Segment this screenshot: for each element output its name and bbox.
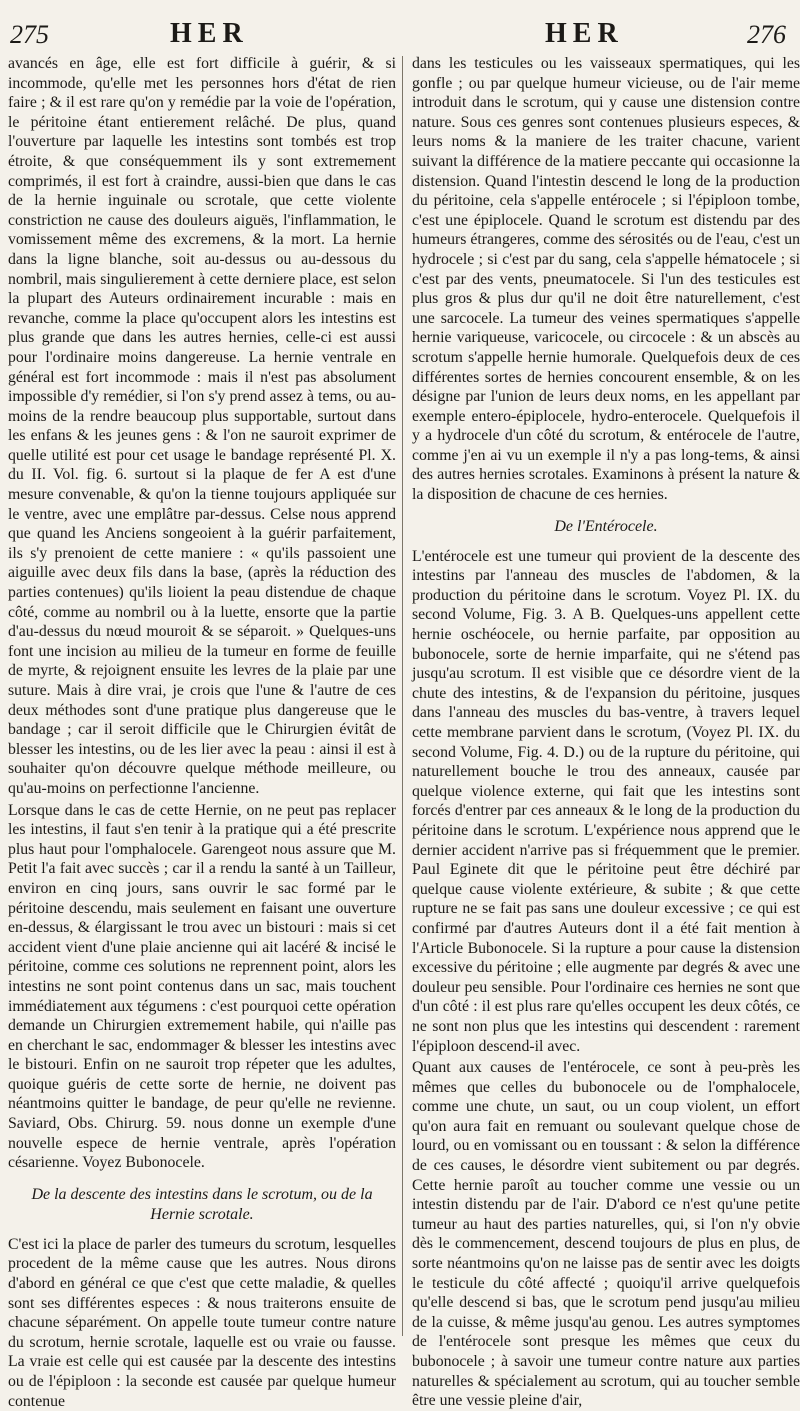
left-paragraph-2: Lorsque dans le cas de cette Hernie, on ne peut pas replacer les intestins, il faut s'en tenir à la pratique qui a été prescrite plus haut pour l'omphalocele. Garengeot nous assure que M. Petit l'a fait avec succès ; car il a rendu la santé à un Tailleur, environ en cinq jours, sans ouvrir le sac formé par le péritoine descendu, mais seulement en faisant une ouverture en-dessus, & élargissant le trou avec un bistouri : mais si cet accident vient d'une plaie ancienne qui ait lacéré & incisé le péritoine, comme ces solutions ne reprennent point, alors les intestins ne sont point contenus dans un sac, mais touchent immédiatement aux tégumens : c'est pourquoi cette opération demande un Chirurgien extremement habile, qui n'aille pas en cherchant le sac, endommager & blesser les intestins avec le bistouri. Enfin on ne sauroit trop répeter que les adultes, quoique guéris de cette sorte de hernie, ne doivent pas néantmoins quitter le bandage, de peur qu'elle ne revienne. Saviard, Obs. Chirurg. 59. nous donne un exemple d'une nouvelle espece de hernie ventrale, après l'opération césarienne. Voyez Bubonocele. [8,801,396,1172]
page-header [0,14,800,54]
column-divider [402,56,403,1336]
right-running-head: HER [545,18,624,49]
section-heading-hernie-scrotale: De la descente des intestins dans le scrotum, ou de la Hernie scrotale. [31,1185,373,1223]
left-running-head: HER [170,18,249,49]
left-paragraph-3: C'est ici la place de parler des tumeurs du scrotum, lesquelles procedent de la même cause que les autres. Nous dirons d'abord en général ce que c'est que cette maladie, & quelles sont ses différentes especes : & nous traiterons ensuite de chacune séparément. On appelle toute tumeur contre nature du scrotum, hernie scrotale, laquelle est ou vraie ou fausse. La vraie est celle qui est causée par la descente des intestins ou de l'épiploon : la seconde est causée par quelque humeur contenue [8,1235,396,1410]
left-page-number: 275 [10,20,49,49]
right-paragraph-2: L'entérocele est une tumeur qui provient de la descente des intestins par l'anneau des muscles de l'abdomen, & la production du péritoine dans le scrotum. Voyez Pl. IX. du second Volume, Fig. 3. A B. Quelques-uns appellent cette hernie oschéocele, ou hernie parfaite, par opposition au bubonocele, sorte de hernie imparfaite, qui ne s'étend pas jusqu'au scrotum. Il est visible que ce désordre vient de la chute des intestins, & de l'expansion du péritoine, jusques dans l'anneau des muscles du bas-ventre, à travers lequel cette membrane parvient dans le scrotum, (Voyez Pl. IX. du second Volume, Fig. 4. D.) ou de la rupture du péritoine, qui naturellement bouche le trou des anneaux, causée par quelque violence externe, qui fait que les intestins sont forcés d'entrer par ces anneaux & le long de la production du péritoine dans le scrotum. L'expérience nous apprend que le dernier accident n'arrive pas si fréquemment que le premier. Paul Eginete dit que le péritoine peut être déchiré par quelque cause violente extérieure, & subite ; & que cette rupture ne se fait pas sans une douleur excessive ; ce qui est confirmé par d'autres Auteurs dont il a été fait mention à l'Article Bubonocele. Si la rupture a pour cause la distension excessive du péritoine ; elle augmente par degrés & avec une douleur peu sensible. Pour l'ordinaire ces hernies ne sont que d'un côté : il est plus rare qu'elles occupent les deux côtés, ce ne sont non plus que les intestins qui descendent : rarement l'épiploon descend-il avec. [412,547,800,1055]
right-paragraph-1: dans les testicules ou les vaisseaux spermatiques, qui les gonfle ; ou par quelque humeur vicieuse, ou de l'air meme introduit dans le scrotum, qui y cause une distension contre nature. Sous ces genres sont contenues plusieurs especes, & leurs noms & la maniere de les traiter chacune, varient suivant la différence de la matiere peccante qui occasionne la distension. Quand l'intestin descend le long de la production du péritoine, cela s'appelle entérocele ; si l'épiploon tombe, c'est une épiplocele. Quand le scrotum est distendu par des humeurs étrangeres, comme des sérosités ou de l'eau, c'est un hydrocele ; si c'est par du sang, cela s'appelle hématocele ; si c'est par des vents, pneumatocele. Si l'un des testicules est plus gros & plus dur qu'il ne doit être naturellement, c'est une sarcocele. La tumeur des veines spermatiques s'appelle hernie variqueuse, varicocele, ou circocele : & un abscès au scrotum s'appelle hernie humorale. Quelquefois deux de ces différentes sortes de hernies concourent ensemble, & on les désigne par l'union de leurs deux noms, en les appellant par exemple entero-épiplocele, hydro-enterocele. Quelquefois il y a hydrocele d'un côté du scrotum, & entérocele de l'autre, comme j'en ai vu un exemple il n'y a pas long-tems, & ainsi des autres hernies scrotales. Examinons à présent la nature & la disposition de chacune de ces hernies. [412,55,800,504]
right-paragraph-3: Quant aux causes de l'entérocele, ce sont à peu-près les mêmes que celles du bubonocele ou de l'omphalocele, comme une chute, un saut, ou un coup violent, un effort qu'on aura fait en remuant ou soulevant quelque chose de lourd, ou en vomissant ou en toussant : & selon la différence de ces causes, le désordre vient subitement ou par degrés. Cette hernie paroît au toucher comme une vessie ou un intestin distendu par de l'air. D'abord ce n'est qu'une petite tumeur au haut des parties naturelles, qui, si l'on n'y obvie dès le commencement, descend toujours de plus en plus, de sorte néantmoins qu'on ne laisse pas de sentir avec les doigts le testicule du côté affecté ; quoiqu'il arrive quelquefois qu'elle descend si bas, que le scrotum pend jusqu'au milieu de la cuisse, & même jusqu'au genou. Les autres symptomes de l'entérocele sont presque les mêmes que ceux du bubonocele ; à savoir une tumeur contre nature aux parties naturelles & spécialement au scrotum, qui au toucher semble être une vessie pleine d'air, [412,1059,800,1410]
left-paragraph-1: avancés en âge, elle est fort difficile à guérir, & si incommode, qu'elle met les personnes hors d'état de rien faire ; & il est rare qu'on y remédie par la voie de l'opération, le péritoine étant entierement relâché. De plus, quand l'ouverture par laquelle les intestins sont tombés est trop étroite, & que conséquemment ils y sont extremement comprimés, il est fort à craindre, aussi-bien que dans le cas de la hernie inguinale ou scrotale, que cette violente constriction ne cause des douleurs aiguës, l'inflammation, le vomissement même des excremens, & la mort. La hernie dans la ligne blanche, soit au-dessus ou au-dessous du nombril, mais singulierement à cette derniere place, est selon la plupart des Auteurs ordinairement incurable : mais en revanche, comme la place qu'occupent alors les intestins est plus grande que dans les autres hernies, celle-ci est aussi pour l'ordinaire moins dangereuse. La hernie ventrale en général est fort incommode : mais il n'est pas absolument impossible d'y remédier, si l'on s'y prend assez à tems, ou au-moins de la rendre beaucoup plus supportable, surtout dans les enfans & les jeunes gens : & l'on ne sauroit exprimer de quelle utilité est pour cet usage le bandage représenté Pl. X. du II. Vol. fig. 6. surtout si la plaque de fer A est d'une mesure convenable, & qu'on la tienne toujours appliquée sur le ventre, avec une emplâtre par-dessus. Celse nous apprend que quand les Anciens songeoient à la guérir parfaitement, ils s'y prenoient de cette maniere : « qu'ils passoient une aiguille avec deux fils dans la base, (après la réduction des parties contenues) qu'ils lioient la peau distendue de chaque côté, comme au nombril ou à la luette, ensorte que la partie d'au-dessus du nœud mouroit & se séparoit. » Quelques-uns font une incision au milieu de la tumeur en forme de feuille de myrte, & rejoignent ensuite les levres de la plaie par une suture. Mais à dire vrai, je crois que l'une & l'autre de ces deux méthodes sont d'une pratique plus dangereuse que le bandage ; car il seroit difficile que le Chirurgien évitât de blesser les intestins, ou de les lier avec la peau : ainsi il est à souhaiter qu'on découvre quelque méthode meilleure, ou qu'au-moins on perfectionne l'ancienne. [8,55,396,797]
right-column [412,54,800,1410]
left-column [8,54,396,1410]
section-heading-enterocele: De l'Entérocele. [554,517,658,535]
right-page-number: 276 [747,20,786,49]
